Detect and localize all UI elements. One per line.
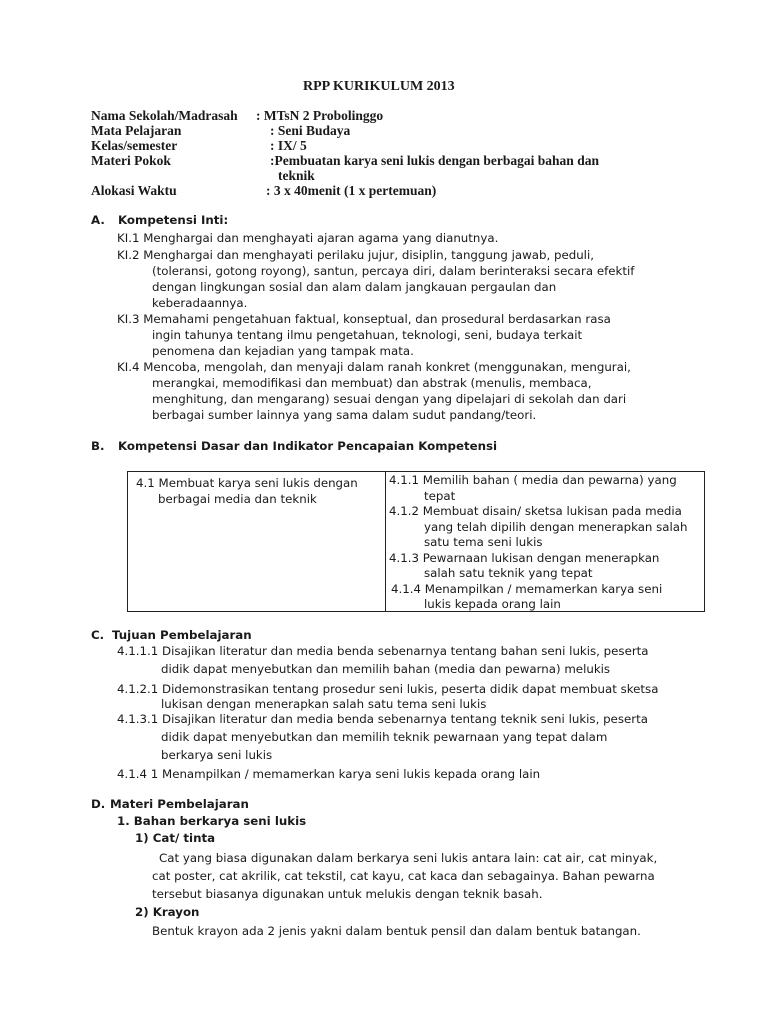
ki-line: (toleransi, gotong royong), santun, percaya diri, dalam berinteraksi secara efektif [152,264,635,278]
section-letter: C. [91,628,105,642]
section-heading: Tujuan Pembelajaran [112,628,252,642]
section-letter: B. [91,439,105,453]
kd-cell-line: 4.1 Membuat karya seni lukis dengan [136,476,358,490]
tujuan-line: 4.1.4 1 Menampilkan / memamerkan karya seni lukis kepada orang lain [117,767,541,781]
section-letter: D. [91,797,106,811]
ki-line: KI.3 Memahami pengetahuan faktual, konseptual, dan prosedural berdasarkan rasa [117,312,611,326]
identity-label-subject: Mata Pelajaran [91,123,182,138]
identity-value-time: : 3 x 40menit (1 x pertemuan) [266,183,437,198]
document-title: RPP KURIKULUM 2013 [303,79,455,94]
indicator-line: 4.1.4 Menampilkan / memamerkan karya seni [391,582,663,596]
indicator-line: 4.1.3 Pewarnaan lukisan dengan menerapkan [389,551,660,565]
tujuan-line: 4.1.3.1 Disajikan literatur dan media benda sebenarnya tentang teknik seni lukis, peserta [117,712,648,726]
indicator-line: salah satu teknik yang tepat [424,566,593,580]
indicator-line: tepat [424,489,456,503]
indicator-line: 4.1.1 Memilih bahan ( media dan pewarna) yang [389,473,677,487]
tujuan-line: didik dapat menyebutkan dan memilih teknik pewarnaan yang tepat dalam [161,730,608,744]
ki-line: menghitung, dan mengarang) sesuai dengan yang dipelajari di sekolah dan dari [152,392,627,406]
item-heading: 2) Krayon [135,905,200,919]
identity-label-class: Kelas/semester [91,138,178,153]
section-heading: Materi Pembelajaran [110,797,249,811]
tujuan-line: berkarya seni lukis [161,748,273,762]
identity-value-subject: : Seni Budaya [270,123,351,138]
ki-line: dengan lingkungan sosial dan alam dalam jangkauan pergaulan dan [152,280,557,294]
indicator-line: lukis kepada orang lain [424,597,561,611]
ki-line: KI.4 Mencoba, mengolah, dan menyaji dalam ranah konkret (menggunakan, mengurai, [117,360,631,374]
indicator-line: yang telah dipilih dengan menerapkan salah [424,520,688,534]
tujuan-line: didik dapat menyebutkan dan memilih bahan (media dan pewarna) melukis [161,662,611,676]
tujuan-line: 4.1.2.1 Didemonstrasikan tentang prosedur seni lukis, peserta didik dapat membuat sketsa [117,682,659,696]
indicator-line: satu tema seni lukis [424,535,543,549]
subsection-heading: 1. Bahan berkarya seni lukis [117,814,307,828]
identity-label-topic: Materi Pokok [91,153,171,168]
materi-line: tersebut biasanya digunakan untuk melukis dengan teknik basah. [152,887,543,901]
ki-line: keberadaannya. [152,296,248,310]
section-heading: Kompetensi Dasar dan Indikator Pencapaian Kompetensi [118,439,498,453]
tujuan-line: 4.1.1.1 Disajikan literatur dan media benda sebenarnya tentang bahan seni lukis, peserta [117,644,649,658]
item-heading: 1) Cat/ tinta [135,831,216,845]
identity-label-school: Nama Sekolah/Madrasah [91,108,238,123]
table-column-divider [385,472,386,611]
ki-line: merangkai, memodifikasi dan membuat) dan abstrak (menulis, membaca, [152,376,592,390]
identity-value-class: : IX/ 5 [270,138,307,153]
identity-label-time: Alokasi Waktu [91,183,177,198]
ki-line: penomena dan kejadian yang tampak mata. [152,344,414,358]
section-letter: A. [91,213,105,227]
identity-value-school: : MTsN 2 Probolinggo [256,108,384,123]
ki-line: ingin tahunya tentang ilmu pengetahuan, teknologi, seni, budaya terkait [152,328,583,342]
ki-line: KI.1 Menghargai dan menghayati ajaran agama yang dianutnya. [117,231,499,245]
materi-line: Bentuk krayon ada 2 jenis yakni dalam bentuk pensil dan dalam bentuk batangan. [152,924,641,938]
indicator-line: 4.1.2 Membuat disain/ sketsa lukisan pada media [389,504,682,518]
kd-cell-line: berbagai media dan teknik [158,492,317,506]
tujuan-line: lukisan dengan menerapkan salah satu tema seni lukis [161,697,487,711]
identity-value-topic: :Pembuatan karya seni lukis dengan berbagai bahan dan [270,153,599,168]
kd-indicator-table [127,471,705,612]
section-heading: Kompetensi Inti: [118,213,229,227]
ki-line: KI.2 Menghargai dan menghayati perilaku jujur, disiplin, tanggung jawab, peduli, [117,248,594,262]
ki-line: berbagai sumber lainnya yang sama dalam sudut pandang/teori. [152,408,537,422]
materi-line: cat poster, cat akrilik, cat tekstil, cat kayu, cat kaca dan sebagainya. Bahan pewarna [152,869,655,883]
materi-line: Cat yang biasa digunakan dalam berkarya seni lukis antara lain: cat air, cat minyak, [159,851,658,865]
identity-value-topic-cont: teknik [278,168,315,183]
